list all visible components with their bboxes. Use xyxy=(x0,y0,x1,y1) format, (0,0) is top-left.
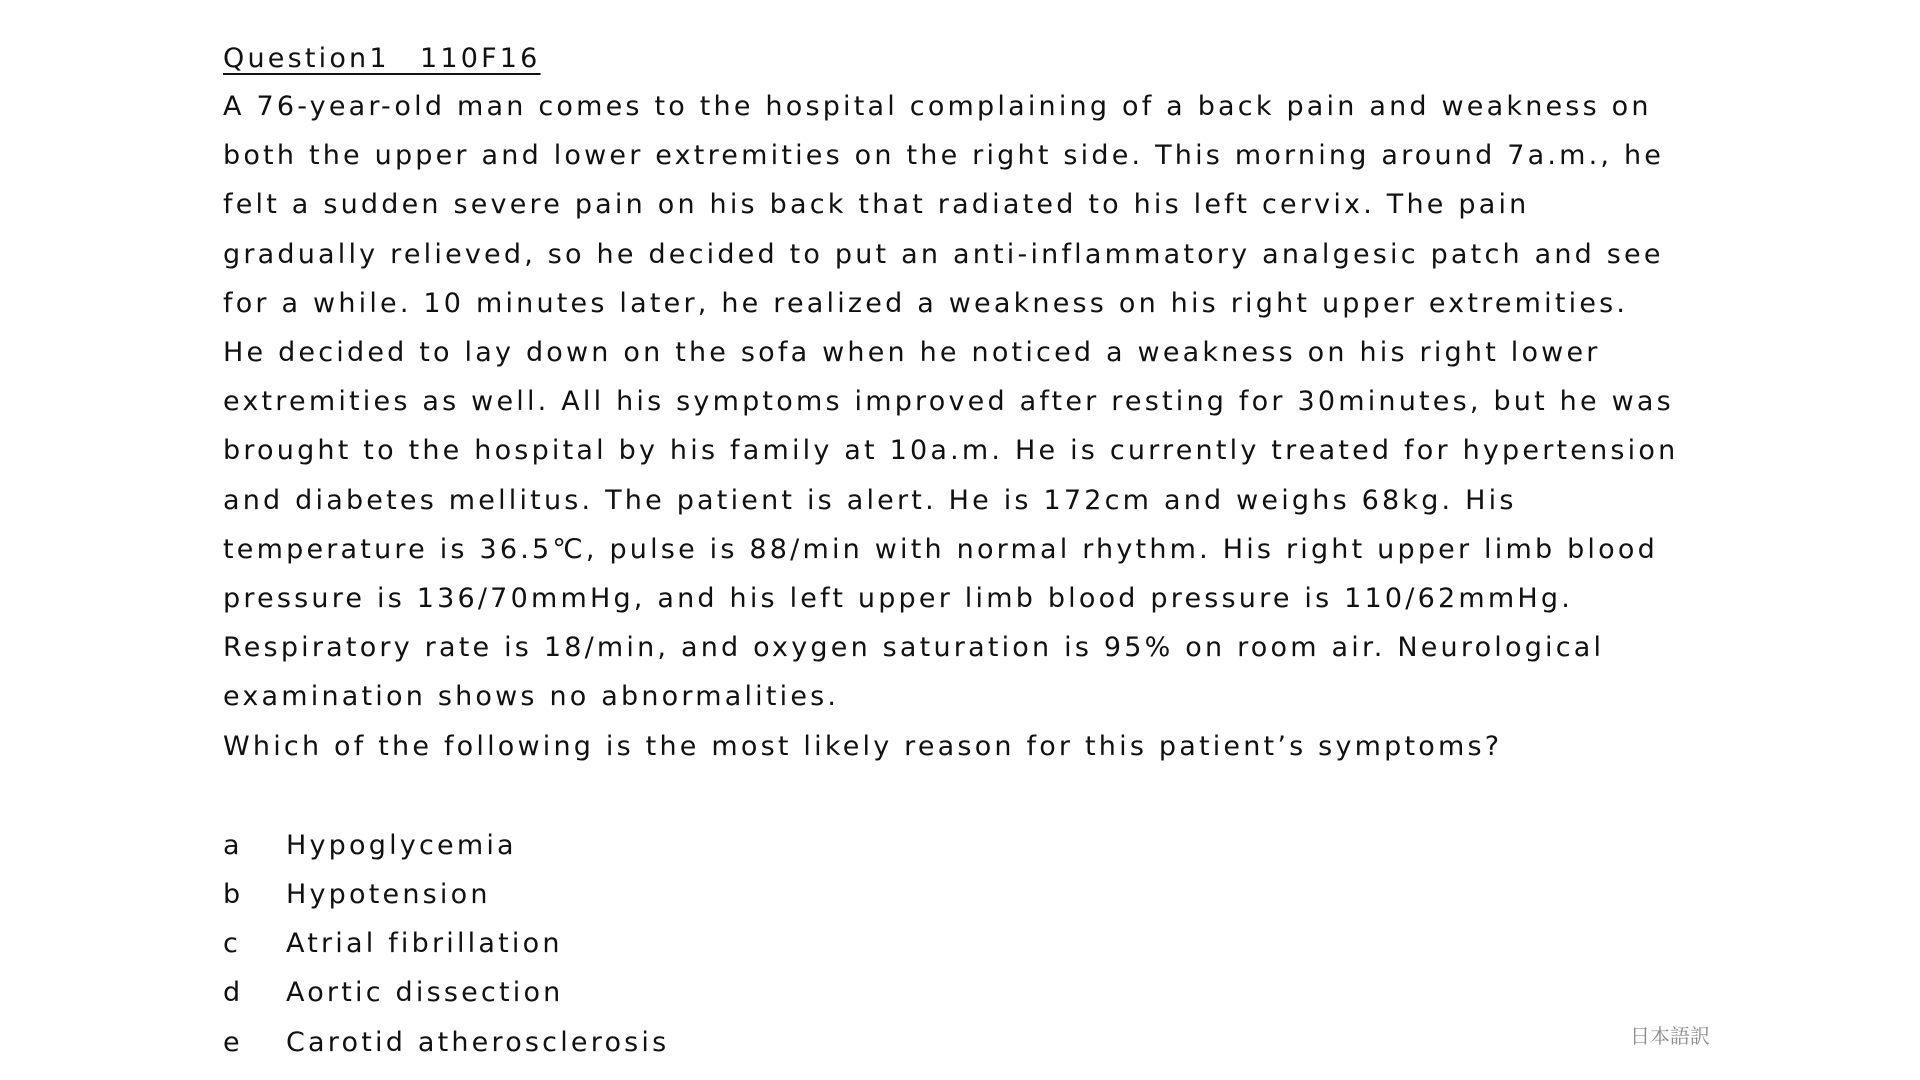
option-letter: c xyxy=(223,928,242,960)
question-stem xyxy=(223,82,1683,722)
option-text: Hypotension xyxy=(286,879,491,911)
japanese-translation-link[interactable]: 日本語訳 xyxy=(1630,1024,1710,1048)
answer-option-a[interactable] xyxy=(223,821,1683,870)
question-title: Question1 110F16 xyxy=(223,43,541,74)
option-letter: b xyxy=(223,879,244,911)
question-stem-text: A 76-year-old man comes to the hospital complaining of a back pain and weakness on both the upper and lower extremities on the right side. This morning around 7a.m., he felt a sudden severe pain on his back that radiated to his left cervix. The pain gradually relieved, so he decided to put an anti-inflammatory analgesic patch and see for a while. 10 minutes later, he realized a weakness on his right upper extremities. He decided to lay down on the sofa when he noticed a weakness on his right lower extremities as well. All his symptoms improved after resting for 30minutes, but he was brought to the hospital by his family at 10a.m. He is currently treated for hypertension and diabetes mellitus. The patient is alert. He is 172cm and weighs 68kg. His temperature is 36.5℃, pulse is 88/min with normal rhythm. His right upper limb blood pressure is 136/70mmHg, and his left upper limb blood pressure is 110/62mmHg. Respiratory rate is 18/min, and oxygen saturation is 95% on room air. Neurological examination shows no abnormalities. xyxy=(223,91,1679,713)
answer-option-b[interactable] xyxy=(223,870,1683,919)
answer-option-e[interactable] xyxy=(223,1018,1683,1067)
option-text: Atrial fibrillation xyxy=(286,928,563,960)
answer-options xyxy=(223,821,1683,1067)
option-letter: e xyxy=(223,1026,243,1058)
option-letter: a xyxy=(223,829,243,861)
option-letter: d xyxy=(223,977,244,1009)
answer-option-d[interactable] xyxy=(223,968,1683,1017)
question-slide xyxy=(223,40,1683,1067)
question-prompt: Which of the following is the most likely reason for this patient’s symptoms? xyxy=(223,730,1503,762)
option-text: Aortic dissection xyxy=(286,977,564,1009)
answer-option-c[interactable] xyxy=(223,919,1683,968)
option-text: Carotid atherosclerosis xyxy=(286,1026,670,1058)
option-text: Hypoglycemia xyxy=(286,829,517,861)
